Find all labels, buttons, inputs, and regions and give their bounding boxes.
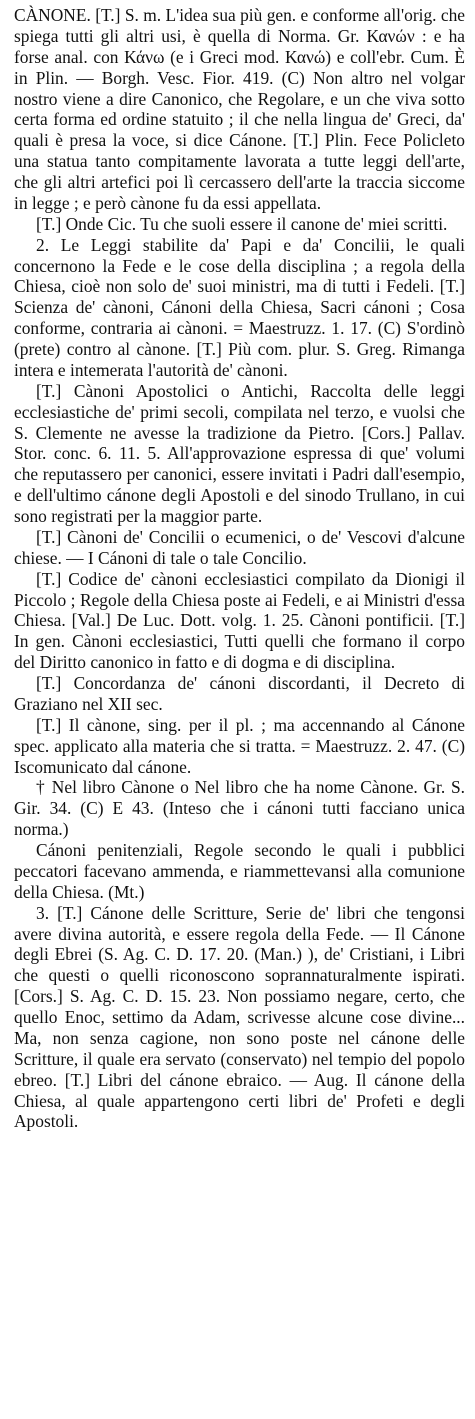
entry-paragraph-9: † Nel libro Cànone o Nel libro che ha nome Cànone. Gr. S. Gir. 34. (C) E 43. (Inteso che i cánoni tutti facciano unica norma.) bbox=[14, 777, 465, 840]
entry-paragraph-5: [T.] Cànoni de' Concilii o ecumenici, o de' Vescovi d'alcune chiese. — I Cánoni di tale o tale Concilio. bbox=[14, 526, 465, 568]
entry-paragraph-7: [T.] Concordanza de' cánoni discordanti, il Decreto di Graziano nel XII sec. bbox=[14, 673, 465, 714]
entry-paragraph-8: [T.] Il cànone, sing. per il pl. ; ma accennando al Cánone spec. applicato alla materia che si tratta. = Maestruzz. 2. 47. (C) Iscomunicato dal cánone. bbox=[14, 714, 465, 777]
entry-paragraph-3: 2. Le Leggi stabilite da' Papi e da' Concilii, le quali concernono la Fede e le cose della disciplina ; a regola della Chiesa, cioè non solo de' suoi ministri, ma di tutti i Fedeli. [T.] Scienza de' cànoni, Cánoni della Chiesa, Sacri cánoni ; Cosa conforme, contraria ai cànoni. = Maestruzz. 1. 17. (C) S'ordinò (prete) contro al cànone. [T.] Più com. plur. S. Greg. Rimanga intera e intemerata l'autorità de' cànoni. bbox=[14, 234, 465, 380]
entry-paragraph-2: [T.] Onde Cic. Tu che suoli essere il canone de' miei scritti. bbox=[36, 213, 448, 234]
entry-paragraph-1-text: [T.] S. m. L'idea sua più gen. e conforme all'orig. che spiega tutti gli altri usi, è quella di Norma. Gr. Κανών : e ha forse anal. con Κάνω (e i Greci mod. Κανώ) e coll'ebr. Cum. È in Plin. — Borgh. Vesc. Fior. 419. (C) Non altro nel volgar nostro viene a dire Canonico, che Regolare, e un che viva sotto certa forma ed ordine statuito ; il che nella lingua de' Greci, da' quali è presa la voce, si dice Cánone. [T.] Plin. Fece Policleto una statua tanto compitamente lavorata a tutte leggi dell'arte, che gli altri artefici poi lì cercassero dell'arte la traccia siccome in legge ; e però cànone fu da essi appellata. bbox=[14, 5, 465, 213]
entry-paragraph-1 bbox=[14, 5, 465, 214]
entry-headword: CÀNONE. bbox=[14, 5, 91, 25]
entry-paragraph-11: 3. [T.] Cánone delle Scritture, Serie de' libri che tengonsi avere divina autorità, e essere regola della Fede. — Il Cánone degli Ebrei (S. Ag. C. D. 17. 20. (Man.) ), de' Cristiani, i Libri che questi o quelli riconoscono soprannaturalmente ispirati. [Cors.] S. Ag. C. D. 15. 23. Non possiamo negare, certo, che quello Enoc, settimo da Adam, scrivesse alcune cose divine... Ma, non senza cagione, non sono poste nel cánone delle Scritture, il quale era servato (conservato) nel tempio del popolo ebreo. [T.] Libri del cánone ebraico. — Aug. Il cánone della Chiesa, al quale appartengono certi libri de' Profeti e degli Apostoli. bbox=[14, 902, 465, 1132]
entry-paragraph-6: [T.] Codice de' cànoni ecclesiastici compilato da Dionigi il Piccolo ; Regole della Chiesa poste ai Fedeli, e ai Ministri d'essa Chiesa. [Val.] De Luc. Dott. volg. 1. 25. Cànoni pontificii. [T.] In gen. Cànoni ecclesiastici, Tutti quelli che formano il corpo del Diritto canonico in fatto e di dogma e di disciplina. bbox=[14, 568, 465, 673]
entry-paragraph-10: Cánoni penitenziali, Regole secondo le quali i pubblici peccatori facevano ammenda, e riammettevansi alla comunione della Chiesa. (Mt.) bbox=[14, 840, 465, 902]
entry-paragraph-4: [T.] Cànoni Apostolici o Antichi, Raccolta delle leggi ecclesiastiche de' primi secoli, compilata nel terzo, e vuolsi che S. Clemente ne avesse la tradizione da Pietro. [Cors.] Pallav. Stor. conc. 6. 11. 5. All'approvazione espressa di que' volumi che reputassero per canonici, essere invitati i Padri dall'esempio, e dell'ultimo cánone degli Apostoli e del sinodo Trullano, in cui sono registrati per la maggior parte. bbox=[14, 380, 465, 526]
